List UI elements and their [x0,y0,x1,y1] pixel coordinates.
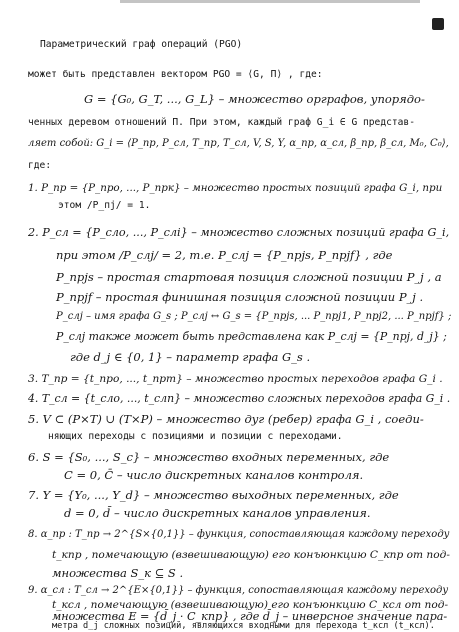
item-2-finish: P_npjf – простая финишная позиция сложной позиции P_j . [56,290,424,304]
item-2-name: P_cлj – имя графа G_s ; P_cлj ↔ G_s = {P_npjs, ... P_npj1, P_npj2, ... P_npjf} ; [56,311,452,322]
item-2-param: где d_j ∈ {0, 1} – параметр графа G_s . [70,350,311,364]
item-7: 7. Y = {Y₀, ..., Y_d} – множество выходных переменных, где [28,488,399,502]
item-8-subset: множества S_к ⊆ S . [52,566,184,580]
def-g-cont: ченных деревом отношений П. При этом, каждый граф G_i ∈ G представ- [28,117,415,128]
item-2-cont: при этом /P_cлj/ = 2, т.е. P_cлj = {P_npjs, P_npjf} , где [56,248,393,262]
where-line: где: [28,160,52,171]
item-3: 3. T_np = {t_npo, ..., t_npm} – множество простых переходов графа G_i . [28,373,443,385]
item-2-start: P_npjs – простая стартовая позиция сложной позиции P_j , а [56,270,442,284]
item-8: 8. 𝛼_np : T_np → 2^{S×{0,1}} – функция, сопоставляющая каждому переходу [28,529,450,540]
scan-edge [120,0,420,3]
item-7-cont: d = 0, d̄ – число дискретных каналов управления. [64,506,371,520]
item-2: 2. P_cл = {P_cлo, ..., P_cлi} – множество сложных позиций графа G_i, [28,226,450,239]
section-title: Параметрический граф операций (PGO) [40,39,243,50]
item-4: 4. T_cл = {t_cлo, ..., t_cлn} – множество сложных переходов графа G_i . [28,392,451,405]
item-1: 1. P_пр = {P_про, ..., P_прк} – множество простых позиций графа G_i, при [28,182,443,194]
item-9-param: метра d_j сложных позиций, являющихся входными для перехода t_кcл (t_кcл). [52,621,435,631]
item-5: 5. V ⊂ (P×T) ∪ (T×P) – множество дуг (ребер) графа G_i , соеди- [28,412,424,426]
item-8-cont: t_кnp , помечающую (взвешивающую) его конъюнкцию C_кnp от под- [52,549,450,561]
item-1-cont: этом /P_пj/ = 1. [58,200,151,211]
item-6-cont: C = 0, C̄ – число дискретных каналов контроля. [64,468,364,482]
item-5-cont: няющих переходы с позициями и позиции с переходами. [48,431,343,442]
def-g-line: G = {G₀, G_T, ..., G_L} – множество орграфов, упорядо- [84,92,425,106]
item-6: 6. S = {S₀, ..., S_c} – множество входных переменных, где [28,450,390,464]
item-9: 9. 𝛼_cл : T_cл → 2^{E×{0,1}} – функция, сопоставляющая каждому переходу [28,585,449,596]
item-2-also: P_cлj также может быть представлена как P_cлj = {P_npj, d_j} ; [56,330,447,343]
item-9-subset: множества E = {d̄_j · C_кnp} , где d̄_j – инверсное значение пара- [52,610,448,623]
corner-mark [432,18,444,30]
def-gi-line: ляет собой: G_i = ⟨P_np, P_cл, T_np, T_cл, V, S, Y, 𝛼_np, 𝛼_cл, β_np, β_cл, M₀, C₀⟩, [28,138,449,149]
intro-line: может быть представлен вектором PGO = ⟨G, П⟩ , где: [28,69,323,80]
item-9-cont: t_кcл , помечающую (взвешивающую) его конъюнкцию C_кcл от под- [52,599,449,611]
